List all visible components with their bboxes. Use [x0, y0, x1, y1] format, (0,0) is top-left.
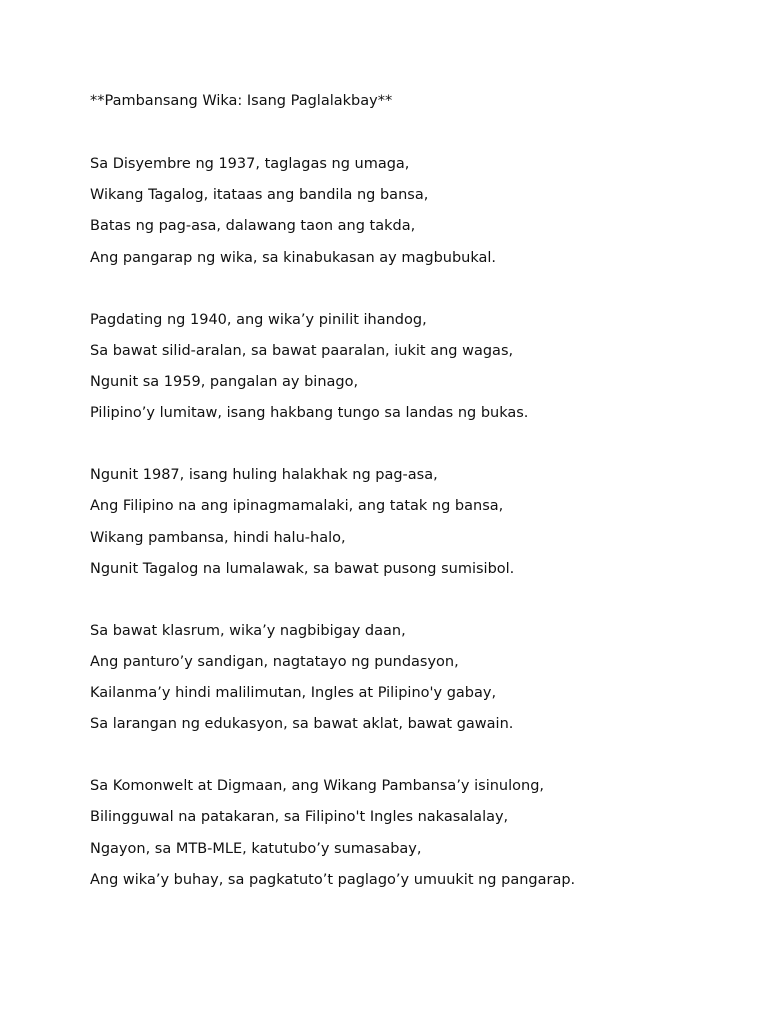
poem-line: Ngunit 1987, isang huling halakhak ng pag-asa, [90, 467, 438, 484]
poem-line: Sa larangan ng edukasyon, sa bawat aklat, bawat gawain. [90, 716, 514, 733]
poem-line: Bilingguwal na patakaran, sa Filipino't Ingles nakasalalay, [90, 809, 509, 826]
poem-line: Ang pangarap ng wika, sa kinabukasan ay magbubukal. [90, 249, 497, 266]
poem-body [90, 91, 730, 890]
poem-line: Pilipino’y lumitaw, isang hakbang tungo sa landas ng bukas. [90, 405, 529, 422]
stanza-5 [90, 776, 730, 890]
poem-line: Sa Disyembre ng 1937, taglagas ng umaga, [90, 156, 410, 172]
poem-title: **Pambansang Wika: Isang Paglalakbay** [90, 93, 393, 109]
poem-line: Ngayon, sa MTB-MLE, katutubo’y sumasabay, [90, 840, 422, 857]
poem-line: Wikang pambansa, hindi halu-halo, [90, 529, 346, 546]
poem-line: Pagdating ng 1940, ang wika’y pinilit ihandog, [90, 311, 427, 328]
poem-line: Sa Komonwelt at Digmaan, ang Wikang Pambansa’y isinulong, [90, 778, 545, 795]
poem-line: Ngunit sa 1959, pangalan ay binago, [90, 373, 359, 390]
poem-line: Ang Filipino na ang ipinagmamalaki, ang tatak ng bansa, [90, 498, 504, 515]
stanza-2 [90, 310, 730, 424]
poem-line: Sa bawat klasrum, wika’y nagbibigay daan, [90, 622, 406, 639]
stanza-3 [90, 465, 730, 579]
poem-line: Kailanma’y hindi malilimutan, Ingles at Pilipino'y gabay, [90, 685, 497, 702]
poem-line: Batas ng pag-asa, dalawang taon ang takda, [90, 218, 416, 235]
poem-line: Wikang Tagalog, itataas ang bandila ng bansa, [90, 187, 429, 204]
poem-line: Ang panturo’y sandigan, nagtatayo ng pundasyon, [90, 653, 459, 670]
stanza-1 [90, 154, 730, 268]
poem-line: Ngunit Tagalog na lumalawak, sa bawat pusong sumisibol. [90, 560, 515, 577]
stanza-4 [90, 621, 730, 735]
poem-line: Sa bawat silid-aralan, sa bawat paaralan, iukit ang wagas, [90, 342, 514, 359]
poem-line: Ang wika’y buhay, sa pagkatuto’t paglago’y umuukit ng pangarap. [90, 871, 576, 888]
